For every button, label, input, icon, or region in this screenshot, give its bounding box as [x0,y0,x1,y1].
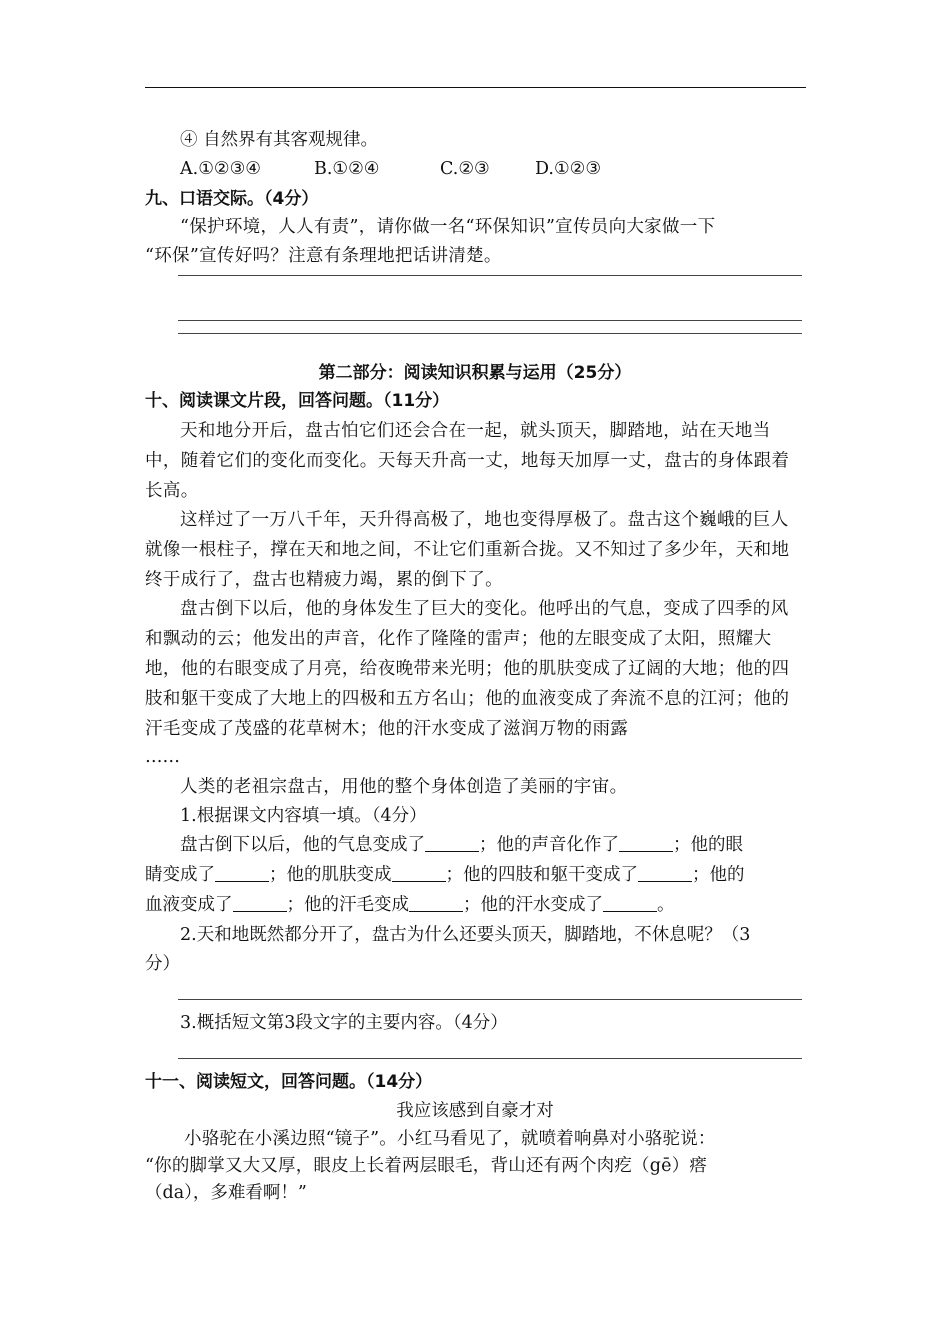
fill-blank[interactable] [215,863,269,882]
q11-line3: （da），多难看啊！” [145,1183,307,1203]
q10-sub3: 3.概括短文第3段文字的主要内容。（4分） [180,1013,508,1033]
fill-text: ；他的汗水变成了 [463,895,603,915]
q9-answer-line-1 [178,275,802,276]
fill-blank[interactable] [425,833,479,852]
fill-text: ；他的声音化作了 [479,835,619,855]
q10-sub2-line2: 分） [145,954,180,974]
fill-text: 盘古倒下以后，他的气息变成了 [180,835,425,855]
fill-text: 血液变成了 [145,895,233,915]
fill-blank[interactable] [638,863,692,882]
fill-text: ；他的 [692,865,745,885]
fill-text: ；他的肌肤变成 [269,865,392,885]
q11-line1: 小骆驼在小溪边照“镜子”。小红马看见了，就喷着响鼻对小骆驼说： [184,1129,716,1149]
top-rule [145,87,806,88]
q8-option-b: B.①②④ [314,159,380,179]
q9-heading: 九、口语交际。（4分） [145,189,319,209]
q10-fill-line-1 [180,830,743,860]
fill-text: ；他的眼 [673,835,743,855]
fill-blank[interactable] [233,893,287,912]
q11-story-title: 我应该感到自豪才对 [396,1101,554,1121]
q10-sub2-line1: 2.天和地既然都分开了，盘古为什么还要头顶天，脚踏地，不休息呢？（3 [180,925,751,945]
q9-prompt-line2: “环保”宣传好吗？注意有条理地把话讲清楚。 [145,246,502,266]
q10-sub2-answer-line [178,999,802,1000]
part2-title: 第二部分：阅读知识积累与运用（25分） [318,363,632,383]
q10-paragraph-3: 盘古倒下以后，他的身体发生了巨大的变化。他呼出的气息，变成了四季的风和飘动的云；他发出的声音，化作了隆隆的雷声；他的左眼变成了太阳，照耀大地，他的右眼变成了月亮，给夜晚带来光明；他的肌肤变成了辽阔的大地；他的四肢和躯干变成了大地上的四极和五方名山；他的血液变成了奔流不息的江河；他的汗毛变成了茂盛的花草树木；他的汗水变成了滋润万物的雨露 [145,599,790,739]
q10-heading: 十、阅读课文片段，回答问题。（11分） [145,391,450,411]
q10-sub3-answer-line [178,1058,802,1059]
fill-blank[interactable] [409,893,463,912]
q9-answer-line-2 [178,320,802,321]
q8-item-4: ④ 自然界有其客观规律。 [180,130,379,150]
q9-prompt-line1: “保护环境，人人有责”，请你做一名“环保知识”宣传员向大家做一下 [180,217,716,237]
q10-ellipsis: …… [145,747,180,767]
q8-option-c: C.②③ [440,159,490,179]
fill-text: 。 [657,895,675,915]
q11-heading: 十一、阅读短文，回答问题。（14分） [145,1072,433,1092]
q10-paragraph-1: 天和地分开后，盘古怕它们还会合在一起，就头顶天，脚踏地，站在天地当中，随着它们的变化而变化。天每天升高一丈，地每天加厚一丈，盘古的身体跟着长高。 [145,421,790,501]
q10-sub1-heading: 1.根据课文内容填一填。（4分） [180,806,427,826]
fill-text: ；他的四肢和躯干变成了 [445,865,638,885]
q8-option-d: D.①②③ [535,159,602,179]
q10-fill-line-2 [145,860,745,890]
q10-paragraph-4: 人类的老祖宗盘古，用他的整个身体创造了美丽的宇宙。 [180,777,628,797]
fill-text: 睛变成了 [145,865,215,885]
q11-line2: “你的脚掌又大又厚，眼皮上长着两层眼毛，背山还有两个肉疙（gē）瘩 [145,1156,708,1176]
q9-answer-line-3 [178,333,802,334]
fill-blank[interactable] [392,863,446,882]
fill-text: ；他的汗毛变成 [286,895,409,915]
fill-blank[interactable] [619,833,673,852]
q10-fill-line-3 [145,890,675,920]
q10-paragraph-2: 这样过了一万八千年，天升得高极了，地也变得厚极了。盘古这个巍峨的巨人就像一根柱子，撑在天和地之间，不让它们重新合拢。又不知过了多少年，天和地终于成行了，盘古也精疲力竭，累的倒下了。 [145,510,790,590]
fill-blank[interactable] [603,893,657,912]
q8-option-a: A.①②③④ [180,159,261,179]
